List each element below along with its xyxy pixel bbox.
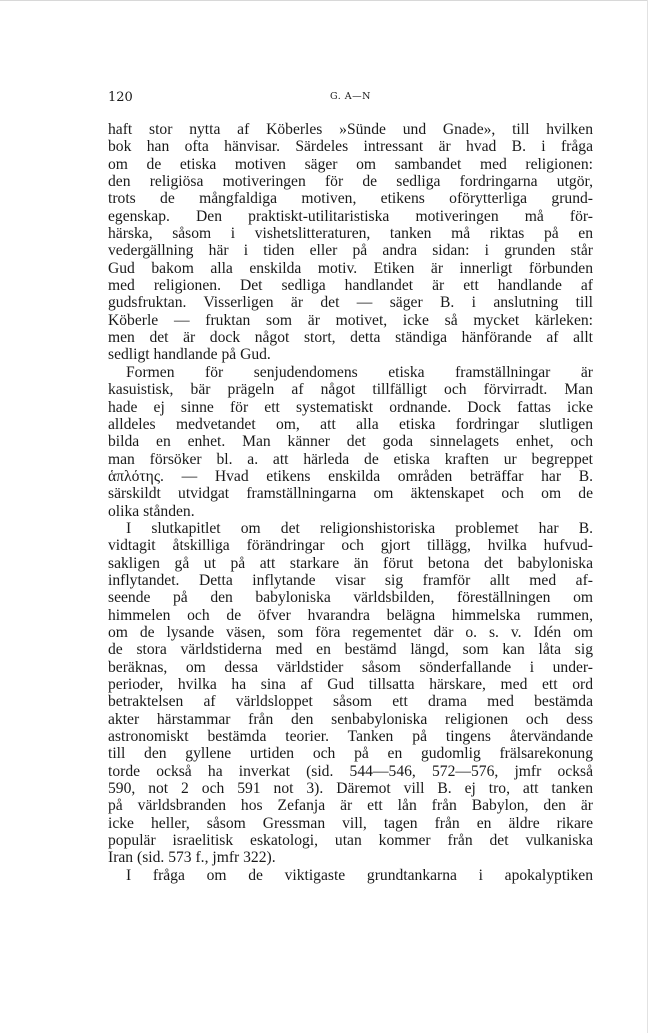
text-line: vedergällning här i tiden eller på andra sidan: i grunden står — [108, 242, 593, 260]
text-line: himmelen och de öfver hvarandra belägna himmelska rummen, — [108, 606, 593, 624]
page-header — [108, 90, 593, 108]
text-line: trots de mångfaldiga motiven, etikens oförytterliga grund- — [108, 190, 593, 208]
body-text — [108, 121, 593, 884]
text-line: ἁπλότης. — Hvad etikens enskilda områden beträffar har B. — [108, 467, 593, 485]
text-line: härska, såsom i vishetslitteraturen, tanken må riktas på en — [108, 225, 593, 243]
text-line: I slutkapitlet om det religionshistoriska problemet har B. — [126, 519, 593, 537]
text-line: om de lysande väsen, som föra regementet där o. s. v. Idén om — [108, 623, 593, 641]
page-number: 120 — [108, 90, 133, 105]
text-line: I fråga om de viktigaste grundtankarna i apokalyptiken — [126, 866, 593, 884]
text-line: olika stånden. — [108, 502, 195, 520]
text-line: perioder, hvilka ha sina af Gud tillsatta härskare, med ett ord — [108, 676, 593, 693]
text-line: bilda en enhet. Man känner det goda sinnelagets enhet, och — [108, 433, 593, 451]
page-edge-top — [0, 0, 648, 1]
text-line: med religionen. Det sedliga handlandet är ett handlande af — [108, 277, 593, 295]
text-line: särskildt utvidgat framställningarna om äktenskapet och om de — [108, 485, 593, 503]
text-line: haft stor nytta af Köberles »Sünde und Gnade», till hvilken — [108, 121, 593, 138]
text-line: Iran (sid. 573 f., jmfr 322). — [108, 849, 276, 867]
text-line: sedligt handlande på Gud. — [108, 346, 271, 364]
text-line: betraktelsen af världsloppet såsom ett drama med bestämda — [108, 693, 593, 711]
text-line: torde också ha inverkat (sid. 544—546, 572—576, jmfr också — [108, 762, 593, 780]
text-line: astronomiskt bestämda teorier. Tanken på tingens återvändande — [108, 728, 593, 746]
text-line: icke heller, såsom Gressman vill, tagen från en äldre rikare — [108, 814, 593, 832]
text-line: Formen för senjudendomens etiska framställningar är — [126, 363, 593, 381]
text-line: beräknas, om dessa världstider såsom sönderfallande i under- — [108, 658, 593, 676]
text-line: de stora världstiderna med en bestämd längd, som kan låta sig — [108, 641, 593, 659]
text-line: men det är dock något stort, detta ständiga hänförande af allt — [108, 329, 593, 347]
text-line: vidtagit åtskilliga förändringar och gjort tillägg, hvilka hufvud- — [108, 537, 593, 555]
text-line: bok han ofta hänvisar. Särdeles intressant är hvad B. i fråga — [108, 138, 593, 156]
text-line: seende på den babyloniska världsbilden, föreställningen om — [108, 589, 593, 607]
text-line: man försöker bl. a. att härleda de etiska kraften ur begreppet — [108, 450, 593, 468]
text-line: om de etiska motiven säger om sambandet med religionen: — [108, 155, 593, 173]
text-line: på världsbranden hos Zefanja är ett lån från Babylon, den är — [108, 797, 593, 815]
text-line: 590, not 2 och 591 not 3). Däremot vill B. ej tro, att tanken — [108, 780, 593, 798]
text-line: alldeles medvetandet om, att alla etiska fordringar slutligen — [108, 415, 593, 433]
text-line: Köberle — fruktan som är motivet, icke så mycket kärleken: — [108, 311, 593, 329]
text-line: akter härstammar från den senbabyloniska religionen och dess — [108, 710, 593, 728]
text-line: hade ej sinne för ett systematiskt ordnande. Dock fattas icke — [108, 398, 593, 416]
text-line: gudsfruktan. Visserligen är det — säger B. i anslutning till — [108, 294, 593, 312]
text-line: egenskap. Den praktiskt-utilitaristiska motiveringen må för- — [108, 207, 593, 225]
text-line: sakligen gå ut på att starkare än förut betona det babyloniska — [108, 554, 593, 572]
text-line: den religiösa motiveringen för de sedliga fordringarna utgör, — [108, 173, 593, 191]
text-line: kasuistisk, bär prägeln af något tillfälligt och förvirradt. Man — [108, 381, 593, 399]
running-head: G. A—N — [330, 91, 371, 102]
text-line: inflytandet. Detta inflytande visar sig framför allt med af- — [108, 571, 593, 589]
text-line: till den gyllene urtiden och på en gudomlig frälsarekonung — [108, 745, 593, 763]
text-line: populär israelitisk eskatologi, utan kommer från det vulkaniska — [108, 832, 593, 850]
text-line: Gud bakom alla enskilda motiv. Etiken är innerligt förbunden — [108, 259, 593, 277]
